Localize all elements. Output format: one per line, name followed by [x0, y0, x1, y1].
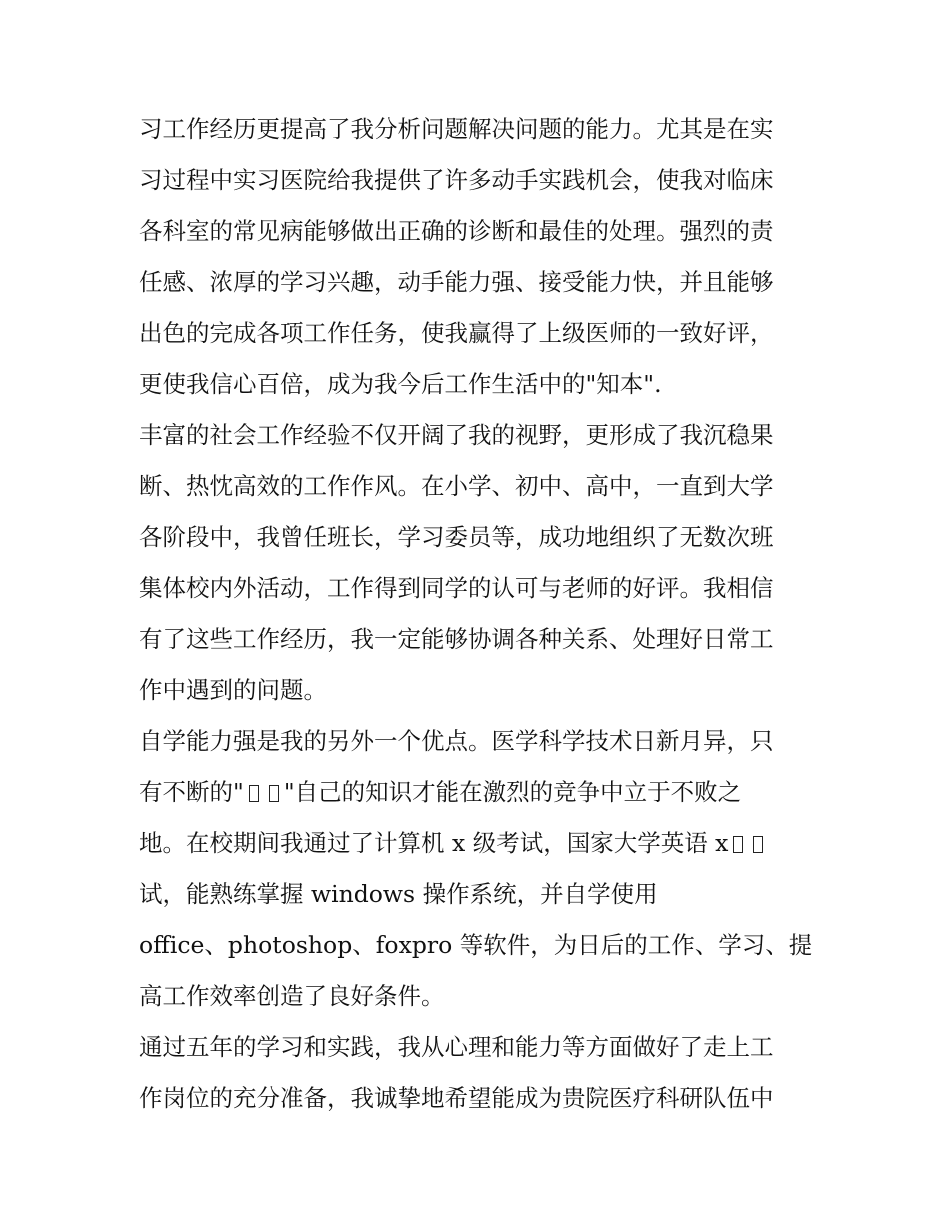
paragraph-line: 习过程中实习医院给我提供了许多动手实践机会，使我对临床 — [139, 166, 774, 194]
missing-glyph-icon — [733, 836, 743, 853]
paragraph-line: 试，能熟练掌握 windows 操作系统，并自学使用 — [139, 880, 658, 908]
paragraph-line: 习工作经历更提高了我分析问题解决问题的能力。尤其是在实 — [139, 115, 774, 143]
paragraph-line: 集体校内外活动，工作得到同学的认可与老师的好评。我相信 — [139, 574, 774, 602]
line-text-after: "自己的知识才能在激烈的竞争中立于不败之 — [283, 778, 742, 806]
paragraph-3 — [139, 716, 819, 1022]
paragraph-line: office、photoshop、foxpro 等软件，为日后的工作、学习、提 — [139, 931, 813, 959]
paragraph-line: 通过五年的学习和实践，我从心理和能力等方面做好了走上工 — [139, 1033, 774, 1061]
paragraph-line: 更使我信心百倍，成为我今后工作生活中的"知本". — [139, 370, 662, 398]
paragraph-line: 丰富的社会工作经验不仅开阔了我的视野，更形成了我沉稳果 — [139, 421, 774, 449]
line-text-before: 有不断的" — [139, 778, 244, 806]
missing-glyph-icon — [753, 836, 763, 853]
paragraph-line: 各科室的常见病能够做出正确的诊断和最佳的处理。强烈的责 — [139, 217, 774, 245]
paragraph-line: 自学能力强是我的另外一个优点。医学科学技术日新月异，只 — [139, 727, 774, 755]
paragraph-line: 断、热忱高效的工作作风。在小学、初中、高中，一直到大学 — [139, 472, 774, 500]
missing-glyph-icon — [269, 785, 279, 802]
paragraph-line: 各阶段中，我曾任班长，学习委员等，成功地组织了无数次班 — [139, 523, 774, 551]
paragraph-line: 任感、浓厚的学习兴趣，动手能力强、接受能力快，并且能够 — [139, 268, 774, 296]
paragraph-line: 高工作效率创造了良好条件。 — [139, 982, 445, 1010]
paragraph-2 — [139, 410, 819, 716]
paragraph-line-with-missing-glyphs — [139, 818, 819, 869]
paragraph-1 — [139, 104, 819, 410]
paragraph-line-with-missing-glyphs — [139, 767, 819, 818]
paragraph-line: 作岗位的充分准备，我诚挚地希望能成为贵院医疗科研队伍中 — [139, 1084, 774, 1112]
line-text-before: 地。在校期间我通过了计算机 x 级考试，国家大学英语 x — [139, 829, 729, 857]
paragraph-4 — [139, 1022, 819, 1124]
paragraph-line: 有了这些工作经历，我一定能够协调各种关系、处理好日常工 — [139, 625, 774, 653]
paragraph-line: 出色的完成各项工作任务，使我赢得了上级医师的一致好评， — [139, 319, 774, 347]
document-body — [139, 104, 819, 1124]
missing-glyph-icon — [249, 785, 259, 802]
paragraph-line: 作中遇到的问题。 — [139, 676, 327, 704]
